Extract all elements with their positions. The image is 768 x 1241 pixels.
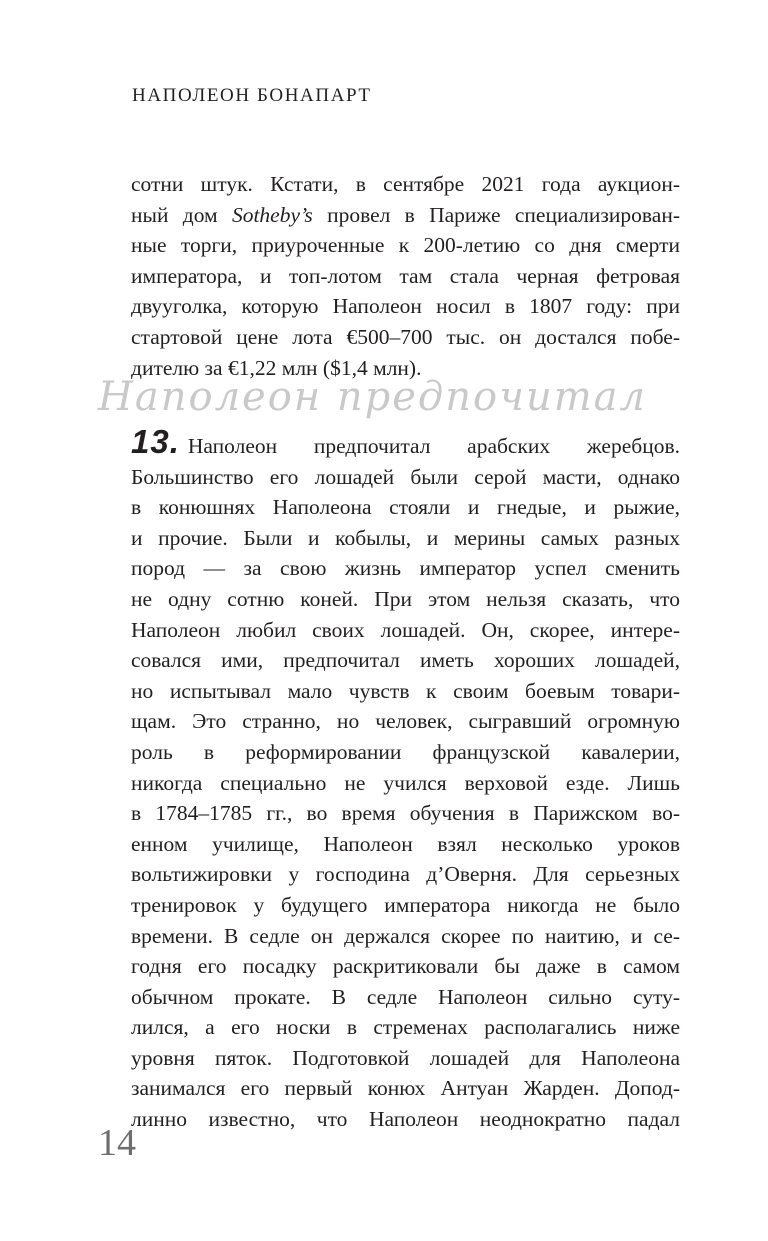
text-fragment: провел в Париже специализирован- <box>312 202 680 227</box>
text-line: роль в реформировании французской кавалерии, <box>131 739 680 764</box>
text-line: вольтижировки у господина д’Оверня. Для серьезных <box>131 862 680 887</box>
text-line: но испытывал мало чувств к своим боевым товари- <box>131 678 680 703</box>
text-line <box>131 200 680 231</box>
auction-house-name: Sotheby’s <box>231 202 313 227</box>
running-head: НАПОЛЕОН БОНАПАРТ <box>132 85 372 106</box>
text-line: ные торги, приуроченные к 200-летию со дня смерти <box>131 233 680 258</box>
text-line: тренировок у будущего императора никогда не было <box>131 892 680 917</box>
text-line: императора, и топ-лотом там стала черная фетровая <box>131 263 680 288</box>
text-line: Большинство его лошадей были серой масти, однако <box>131 464 680 489</box>
section-heading-script: Наполеон предпочитал <box>98 374 647 420</box>
text-line: уровня пяток. Подготовкой лошадей для Наполеона <box>131 1045 680 1070</box>
text-line: обычном прокате. В седле Наполеон сильно суту- <box>131 984 680 1009</box>
text-line: двууголка, которую Наполеон носил в 1807 году: при <box>131 294 680 319</box>
page-number: 14 <box>98 1122 136 1164</box>
paragraph-auction <box>131 169 680 383</box>
text-line: и прочие. Были и кобылы, и мерины самых разных <box>131 525 680 550</box>
text-line: времени. В седле он держался скорее по наитию, и се- <box>131 923 680 948</box>
text-line: енном училище, Наполеон взял несколько уроков <box>131 831 680 856</box>
text-line: совался ими, предпочитал иметь хороших лошадей, <box>131 648 680 673</box>
text-line: занимался его первый конюх Антуан Жарден. Допод- <box>131 1076 680 1101</box>
text-line: в конюшнях Наполеона стояли и гнедые, и рыжие, <box>131 495 680 520</box>
text-line <box>131 423 680 462</box>
text-line: годня его посадку раскритиковали бы даже в самом <box>131 954 680 979</box>
text-line: никогда специально не учился верховой езде. Лишь <box>131 770 680 795</box>
text-line: пород — за свою жизнь император успел сменить <box>131 556 680 581</box>
text-line: дителю за €1,22 млн ($1,4 млн). <box>131 355 422 380</box>
text-line: Наполеон любил своих лошадей. Он, скорее, интере- <box>131 617 680 642</box>
item-number: 13. <box>131 423 180 460</box>
text-line: в 1784–1785 гг., во время обучения в Парижском во- <box>131 801 680 826</box>
paragraph-horses <box>131 423 680 1135</box>
text-line: щам. Это странно, но человек, сыгравший огромную <box>131 709 680 734</box>
text-line: сотни штук. Кстати, в сентябре 2021 года аукцион- <box>131 172 680 196</box>
text-fragment: Наполеон предпочитал арабских жеребцов. <box>187 434 680 458</box>
text-fragment: ный дом <box>131 202 232 227</box>
text-line: стартовой цене лота €500–700 тыс. он достался побе- <box>131 324 680 349</box>
text-line: лился, а его носки в стременах располагались ниже <box>131 1015 680 1040</box>
text-line: линно известно, что Наполеон неоднократно падал <box>131 1107 680 1132</box>
text-line: не одну сотню коней. При этом нельзя сказать, что <box>131 586 680 611</box>
